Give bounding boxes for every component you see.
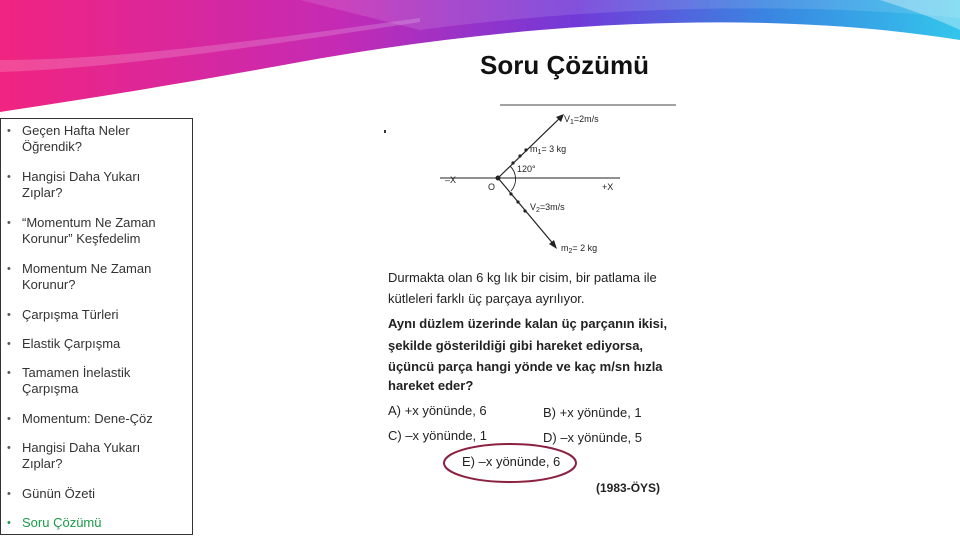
question-line-5: üçüncü parça hangi yönde ve kaç m/sn hızla <box>388 359 663 374</box>
sidebar-item-carpisma-turleri[interactable] <box>1 307 184 323</box>
v2-arrow <box>498 178 555 246</box>
sidebar-item-inelastik[interactable] <box>1 365 184 397</box>
m1-dot-b <box>518 154 521 157</box>
m2-dot-a <box>509 192 512 195</box>
answer-option-d[interactable]: D) –x yönünde, 5 <box>543 430 643 445</box>
sidebar-item-hangisi-1[interactable] <box>1 169 184 201</box>
v2-label: $V_2=3m/s$ <box>530 202 565 214</box>
m2-dot-c <box>523 209 526 212</box>
bullet-icon: • <box>7 367 11 379</box>
sidebar-item-dene-coz[interactable] <box>1 411 184 427</box>
sidebar-item-label: Hangisi Daha Yukarı Zıplar? <box>22 169 141 200</box>
sidebar-item-label: Elastik Çarpışma <box>22 336 121 351</box>
m2-dot-b <box>516 200 519 203</box>
bullet-icon: • <box>7 517 11 529</box>
sidebar-item-label: “Momentum Ne Zaman Korunur” Keşfedelim <box>22 215 156 246</box>
sidebar-item-label: Soru Çözümü <box>22 515 102 530</box>
sidebar-item-soru-cozumu[interactable] <box>1 515 184 531</box>
bullet-icon: • <box>7 309 11 321</box>
sidebar-list <box>1 119 192 531</box>
neg-x-label: –X <box>445 175 457 185</box>
m1-dot-a <box>511 161 514 164</box>
bullet-icon: • <box>7 442 11 454</box>
corner-mark <box>384 130 386 133</box>
sidebar-item-label: Momentum: Dene-Çöz <box>22 411 153 426</box>
sidebar-item-label: Hangisi Daha Yukarı Zıplar? <box>22 440 141 471</box>
question-source: (1983-ÖYS) <box>596 481 661 495</box>
m1-label: $m_1= 3$ kg <box>530 144 567 156</box>
sidebar-item-hangisi-2[interactable] <box>1 440 184 472</box>
question-line-2: kütleleri farklı üç parçaya ayrılıyor. <box>388 291 585 306</box>
slide-title: Soru Çözümü <box>480 50 649 80</box>
sidebar-item-kesfedelim[interactable] <box>1 215 184 247</box>
question-line-6: hareket eder? <box>388 378 474 393</box>
bullet-icon: • <box>7 171 11 183</box>
origin-label: O <box>488 182 496 192</box>
answer-option-e[interactable]: E) –x yönünde, 6 <box>462 454 561 469</box>
bullet-icon: • <box>7 488 11 500</box>
sidebar-item-label: Günün Özeti <box>22 486 95 501</box>
bullet-icon: • <box>7 263 11 275</box>
sidebar-item-gunun-ozeti[interactable] <box>1 486 184 502</box>
origin-dot <box>496 176 501 181</box>
sidebar-item-gecen-hafta[interactable] <box>1 123 184 155</box>
question-line-4: şekilde gösterildiği gibi hareket ediyorsa, <box>388 338 644 353</box>
answer-option-a[interactable]: A) +x yönünde, 6 <box>388 403 487 418</box>
answer-option-b[interactable]: B) +x yönünde, 1 <box>543 405 642 420</box>
sidebar-item-label: Çarpışma Türleri <box>22 307 119 322</box>
sidebar-item-label: Geçen Hafta Neler Öğrendik? <box>22 123 130 154</box>
sidebar-item-label: Momentum Ne Zaman Korunur? <box>22 261 152 292</box>
momentum-diagram <box>380 98 680 263</box>
v2-arrowhead <box>549 240 557 249</box>
sidebar-item-label: Tamamen İnelastik Çarpışma <box>22 365 131 396</box>
bullet-icon: • <box>7 338 11 350</box>
angle-label: 120° <box>517 164 536 174</box>
sidebar-item-momentum-korunur[interactable] <box>1 261 184 293</box>
answer-circle <box>440 440 580 486</box>
pos-x-label: +X <box>602 182 614 192</box>
question-line-3: Aynı düzlem üzerinde kalan üç parçanın ikisi, <box>388 316 668 331</box>
answer-option-c[interactable]: C) –x yönünde, 1 <box>388 428 488 443</box>
v1-label: $V_1=2m/s$ <box>564 114 599 126</box>
m2-label: $m_2= 2$ kg <box>561 243 598 255</box>
bullet-icon: • <box>7 125 11 137</box>
sidebar-nav <box>0 118 193 535</box>
question-line-1: Durmakta olan 6 kg lık bir cisim, bir patlama ile <box>388 270 657 285</box>
sidebar-item-elastik[interactable] <box>1 336 184 352</box>
bullet-icon: • <box>7 217 11 229</box>
m1-dot-c <box>524 148 527 151</box>
bullet-icon: • <box>7 413 11 425</box>
